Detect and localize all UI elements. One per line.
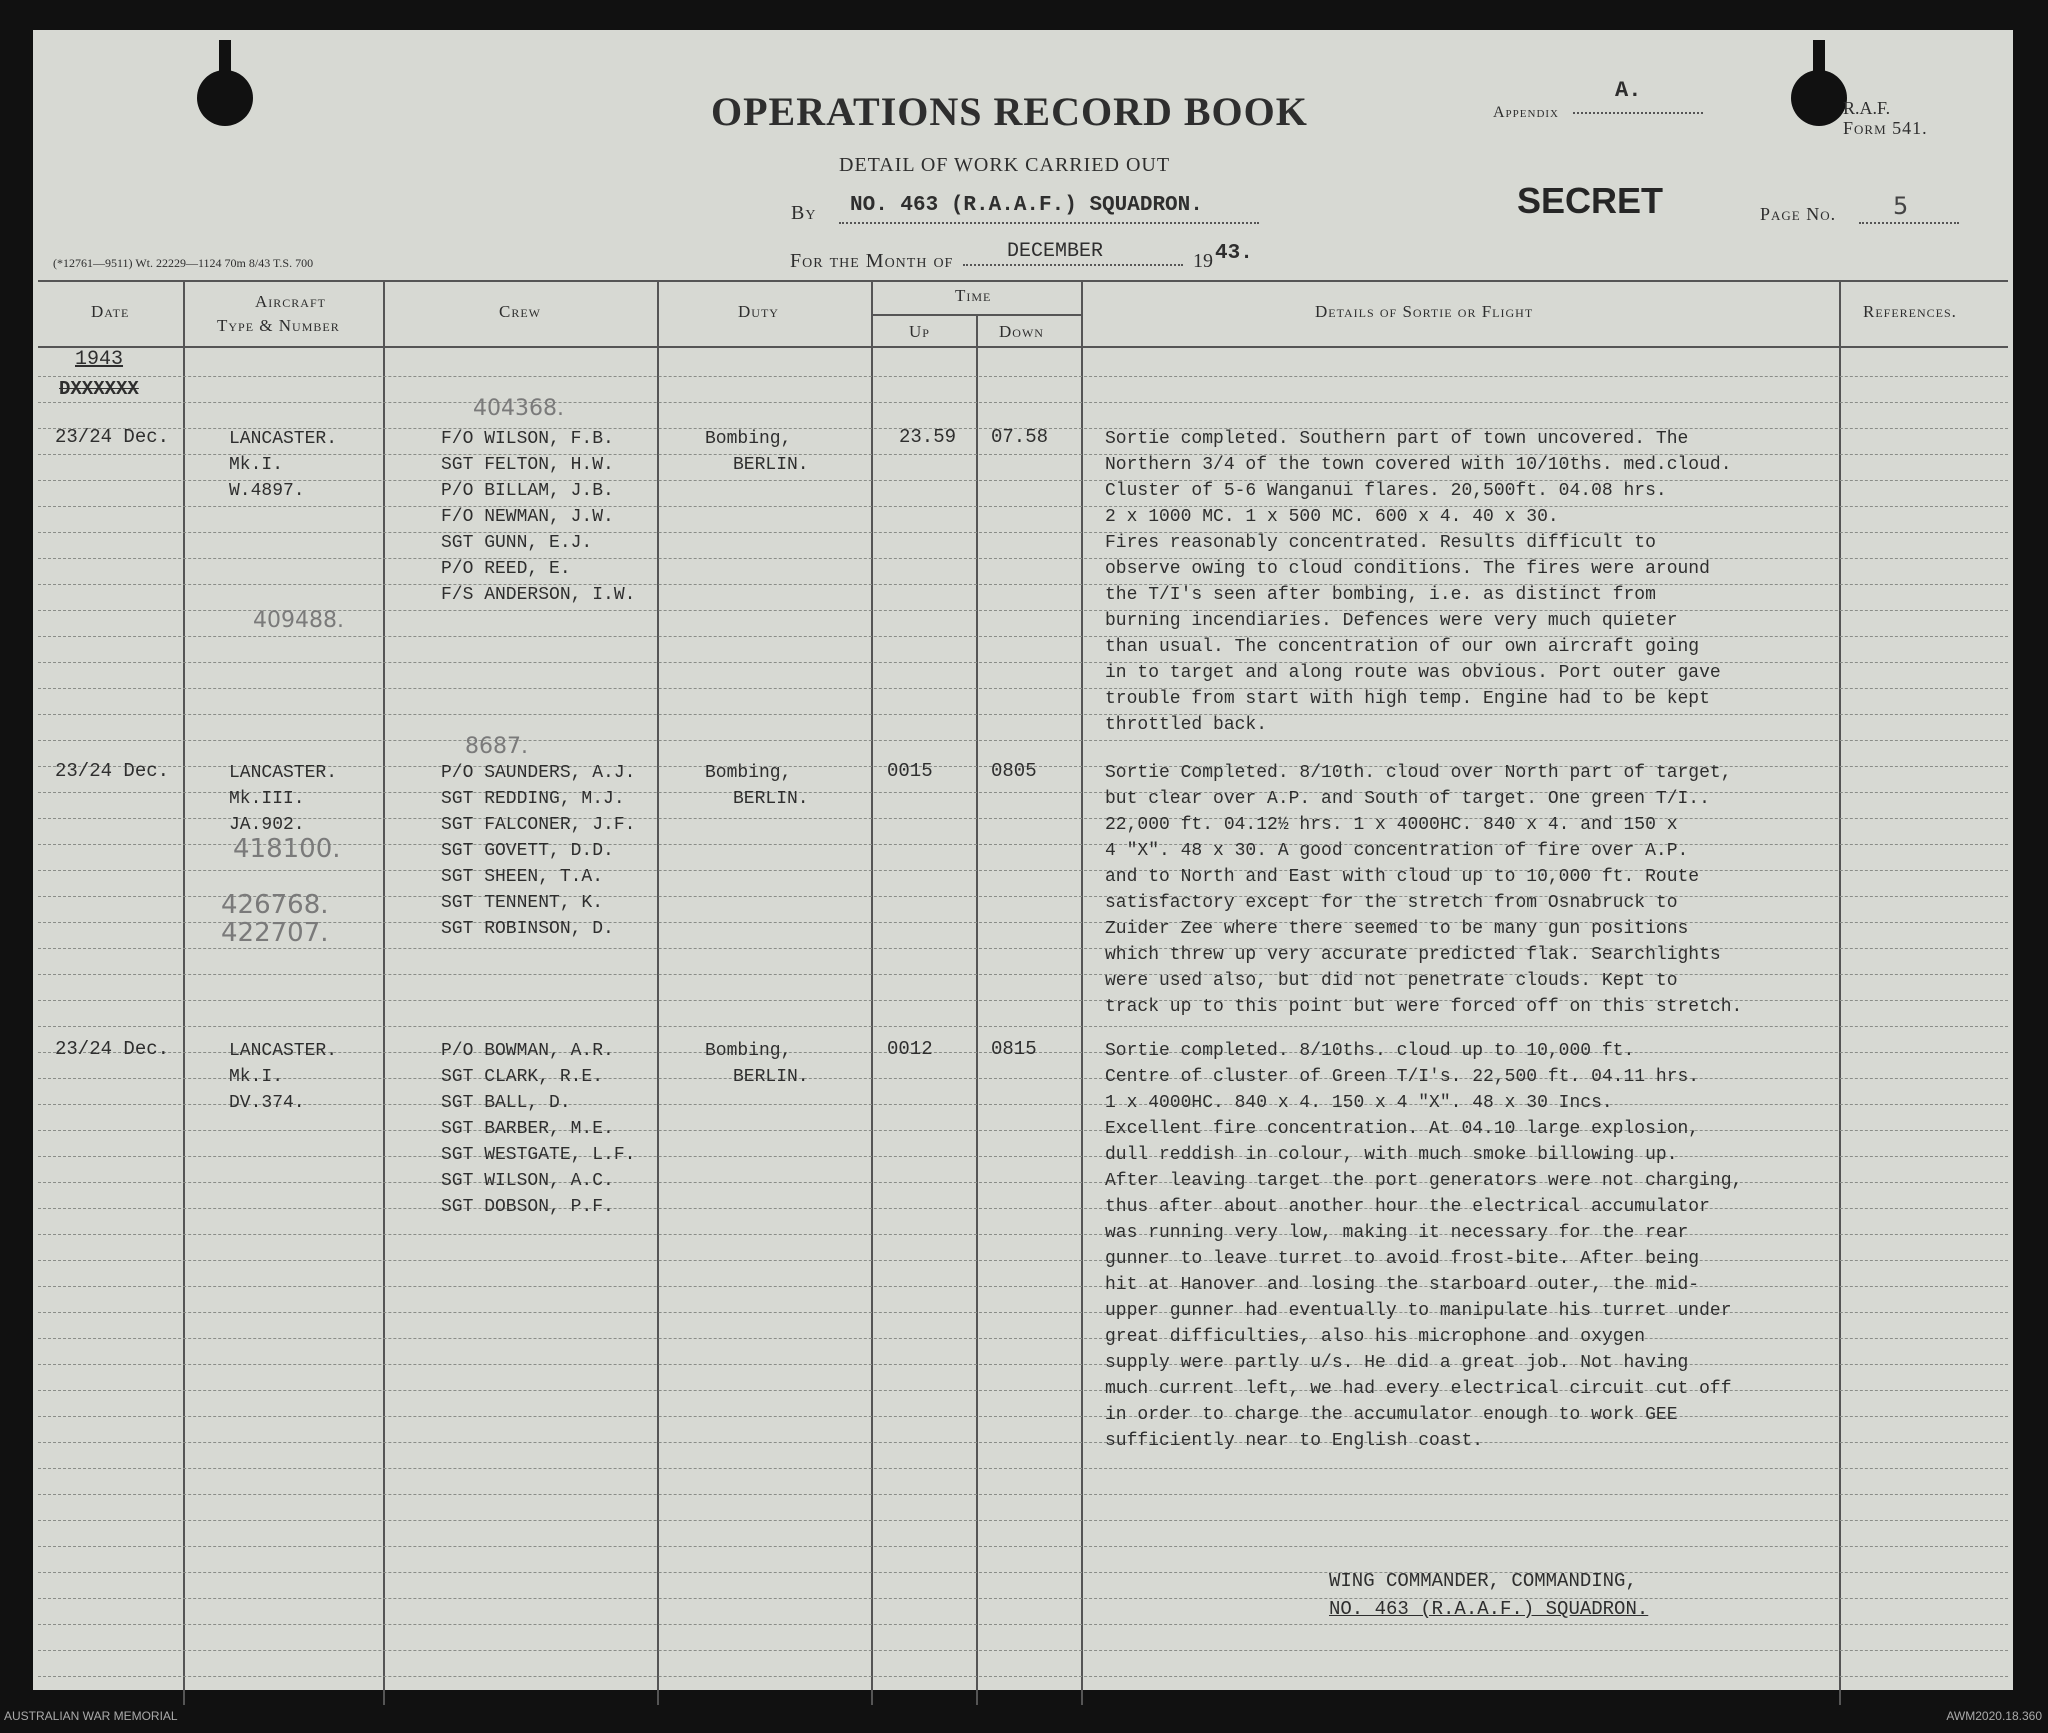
crew-member: SGT FELTON, H.W. [441,455,614,475]
time-down: 0815 [991,1038,1037,1060]
detail-line: were used also, but did not penetrate clouds. Kept to [1105,971,1678,991]
detail-line: much current left, we had every electrical circuit cut off [1105,1379,1732,1399]
col-border-duty [871,280,873,1705]
duty-cell [705,760,809,812]
col-header-date: Date [91,302,130,321]
crew-member: F/O NEWMAN, J.W. [441,507,614,527]
signature-line-2: NO. 463 (R.A.A.F.) SQUADRON. [1329,1598,1649,1620]
sortie-details [1105,760,1742,1020]
aircraft-number: W.4897. [229,481,305,501]
detail-line: dull reddish in colour, with much smoke billowing up. [1105,1145,1678,1165]
month-dotline [963,264,1183,266]
detail-line: Cluster of 5-6 Wanganui flares. 20,500ft. 04.08 hrs. [1105,481,1667,501]
duty-target: BERLIN. [733,789,809,809]
crew-member: SGT GOVETT, D.D. [441,841,614,861]
detail-line: Excellent fire concentration. At 04.10 large explosion, [1105,1119,1700,1139]
year-suffix: 43. [1215,242,1253,265]
table-top-border [38,280,2008,282]
col-header-duty: Duty [738,302,779,321]
crew-note: 8687. [465,734,528,759]
col-header-details: Details of Sortie or Flight [1315,302,1534,321]
aircraft-mark: Mk.III. [229,789,305,809]
crew-note: 422707. [221,918,329,948]
detail-line: great difficulties, also his microphone and oxygen [1105,1327,1646,1347]
aircraft-mark: Mk.I. [229,455,284,475]
col-border-up [976,314,978,1705]
detail-line: hit at Hanover and losing the starboard outer, the mid- [1105,1275,1700,1295]
page-subtitle: DETAIL OF WORK CARRIED OUT [839,154,1171,176]
aircraft-cell [229,1038,337,1116]
crew-member: SGT WESTGATE, L.F. [441,1145,636,1165]
detail-line: Zuider Zee where there seemed to be many gun positions [1105,919,1689,939]
detail-line: trouble from start with high temp. Engine had to be kept [1105,689,1710,709]
detail-line: Sortie Completed. 8/10th. cloud over North part of target, [1105,763,1732,783]
crew-member: P/O BOWMAN, A.R. [441,1041,614,1061]
detail-line: the T/I's seen after bombing, i.e. as distinct from [1105,585,1656,605]
punch-hole-left [197,70,253,126]
crew-list [441,426,635,608]
crew-member: SGT CLARK, R.E. [441,1067,604,1087]
form-line-2: Form 541. [1843,118,1928,138]
year-struck: DXXXXXX [59,378,139,400]
crew-list [441,760,635,942]
sortie-details [1105,1038,1742,1454]
row-rule [38,1598,2008,1599]
col-border-details [1839,280,1841,1705]
appendix-label: Appendix [1493,104,1560,121]
aircraft-type: LANCASTER. [229,429,338,449]
detail-line: 2 x 1000 MC. 1 x 500 MC. 600 x 4. 40 x 30. [1105,507,1559,527]
page-title: OPERATIONS RECORD BOOK [711,89,1308,134]
aircraft-type: LANCASTER. [229,1041,338,1061]
detail-line: burning incendiaries. Defences were very much quieter [1105,611,1678,631]
row-rule [38,376,2008,377]
punch-hole-right [1791,70,1847,126]
aircraft-number: DV.374. [229,1093,305,1113]
detail-line: was running very low, making it necessary for the rear [1105,1223,1689,1243]
aircraft-type: LANCASTER. [229,763,338,783]
crew-member: SGT WILSON, A.C. [441,1171,614,1191]
detail-line: upper gunner had eventually to manipulate his turret under [1105,1301,1732,1321]
record-sheet [33,30,2013,1690]
row-rule [38,1546,2008,1547]
page-dotline [1859,222,1959,224]
squadron-name: NO. 463 (R.A.A.F.) SQUADRON. [850,194,1203,217]
crew-note: 409488. [253,608,344,633]
form-line-1: R.A.F. [1843,98,1891,118]
crew-member: F/O WILSON, F.B. [441,429,614,449]
row-rule [38,1676,2008,1677]
row-rule [38,1624,2008,1625]
aircraft-cell [229,760,337,838]
detail-line: thus after about another hour the electrical accumulator [1105,1197,1710,1217]
crew-member: SGT FALCONER, J.F. [441,815,636,835]
col-border-date [183,280,185,1705]
detail-line: Centre of cluster of Green T/I's. 22,500 ft. 04.11 hrs. [1105,1067,1700,1087]
detail-line: Northern 3/4 of the town covered with 10/10ths. med.cloud. [1105,455,1732,475]
crew-member: P/O SAUNDERS, A.J. [441,763,636,783]
time-down: 0805 [991,760,1037,782]
col-header-up: Up [909,322,930,341]
by-label: By [791,202,817,224]
row-rule [38,1520,2008,1521]
duty-target: BERLIN. [733,1067,809,1087]
duty-type: Bombing, [705,1041,792,1061]
col-border-aircraft [383,280,385,1705]
detail-line: track up to this point but were forced off on this stretch. [1105,997,1743,1017]
crew-note: 404368. [473,396,564,421]
col-header-aircraft: Aircraft [255,292,326,311]
detail-line: throttled back. [1105,715,1268,735]
aircraft-number: JA.902. [229,815,305,835]
page-number-value: 5 [1893,192,1909,220]
time-up: 0015 [887,760,933,782]
aircraft-cell [229,426,337,504]
crew-member: P/O REED, E. [441,559,571,579]
sortie-details [1105,426,1732,738]
detail-line: After leaving target the port generators were not charging, [1105,1171,1743,1191]
squadron-dotline [839,222,1259,224]
crew-member: SGT REDDING, M.J. [441,789,625,809]
detail-line: 1 x 4000HC. 840 x 4. 150 x 4 "X". 48 x 30 Incs. [1105,1093,1613,1113]
time-up: 23.59 [899,426,957,448]
crew-note: 426768. [221,890,329,920]
time-subheader-border [873,314,1083,316]
row-rule [38,1650,2008,1651]
aircraft-mark: Mk.I. [229,1067,284,1087]
row-rule [38,1494,2008,1495]
for-month-label: For the Month of [790,250,954,272]
duty-cell [705,426,809,478]
detail-line: supply were partly u/s. He did a great job. Not having [1105,1353,1689,1373]
col-header-references: References. [1863,302,1957,321]
appendix-value: A. [1615,78,1642,103]
time-down: 07.58 [991,426,1049,448]
footer-left: AUSTRALIAN WAR MEMORIAL [4,1709,178,1723]
year-label: 1943 [75,348,124,371]
crew-member: SGT TENNENT, K. [441,893,604,913]
crew-member: SGT GUNN, E.J. [441,533,593,553]
table-header-border [38,346,2008,348]
time-up: 0012 [887,1038,933,1060]
detail-line: Fires reasonably concentrated. Results difficult to [1105,533,1656,553]
duty-cell [705,1038,809,1090]
col-border-down [1081,280,1083,1705]
duty-type: Bombing, [705,763,792,783]
footer-right: AWM2020.18.360 [1946,1709,2042,1723]
row-rule [38,1468,2008,1469]
detail-line: Sortie completed. Southern part of town uncovered. The [1105,429,1689,449]
detail-line: satisfactory except for the stretch from Osnabruck to [1105,893,1678,913]
detail-line: which threw up very accurate predicted flak. Searchlights [1105,945,1721,965]
crew-member: SGT BALL, D. [441,1093,571,1113]
detail-line: gunner to leave turret to avoid frost-bite. After being [1105,1249,1700,1269]
detail-line: but clear over A.P. and South of target. One green T/I.. [1105,789,1710,809]
col-header-crew: Crew [499,302,541,321]
col-header-aircraft-sub: Type & Number [217,316,340,335]
detail-line: in to target and along route was obvious. Port outer gave [1105,663,1721,683]
detail-line: sufficiently near to English coast. [1105,1431,1484,1451]
row-rule [38,1572,2008,1573]
detail-line: 4 "X". 48 x 30. A good concentration of fire over A.P. [1105,841,1689,861]
crew-note: 418100. [233,834,341,864]
secret-stamp: SECRET [1517,180,1664,221]
year-prefix: 19 [1193,250,1213,272]
page-number-label: Page No. [1760,204,1837,224]
crew-member: SGT BARBER, M.E. [441,1119,614,1139]
entry-date: 23/24 Dec. [55,426,170,448]
detail-line: in order to charge the accumulator enough to work GEE [1105,1405,1678,1425]
appendix-dotline [1573,112,1703,114]
crew-member: P/O BILLAM, J.B. [441,481,614,501]
col-header-down: Down [999,322,1044,341]
entry-date: 23/24 Dec. [55,760,170,782]
crew-member: SGT SHEEN, T.A. [441,867,604,887]
crew-list [441,1038,635,1220]
col-header-time: Time [955,286,992,305]
crew-member: SGT DOBSON, P.F. [441,1197,614,1217]
detail-line: and to North and East with cloud up to 10,000 ft. Route [1105,867,1700,887]
signature-line-1: WING COMMANDER, COMMANDING, [1329,1570,1637,1592]
detail-line: 22,000 ft. 04.12½ hrs. 1 x 4000HC. 840 x 4. and 150 x [1105,815,1678,835]
detail-line: observe owing to cloud conditions. The fires were around [1105,559,1710,579]
month-value: DECEMBER [1007,240,1104,263]
entry-date: 23/24 Dec. [55,1038,170,1060]
row-rule [38,1026,2008,1027]
duty-target: BERLIN. [733,455,809,475]
row-rule [38,740,2008,741]
col-border-crew [657,280,659,1705]
row-rule [38,402,2008,403]
print-code: (*12761—9511) Wt. 22229—1124 70m 8/43 T.S. 700 [53,256,314,270]
detail-line: than usual. The concentration of our own aircraft going [1105,637,1700,657]
crew-member: SGT ROBINSON, D. [441,919,614,939]
detail-line: Sortie completed. 8/10ths. cloud up to 10,000 ft. [1105,1041,1635,1061]
duty-type: Bombing, [705,429,792,449]
crew-member: F/S ANDERSON, I.W. [441,585,636,605]
